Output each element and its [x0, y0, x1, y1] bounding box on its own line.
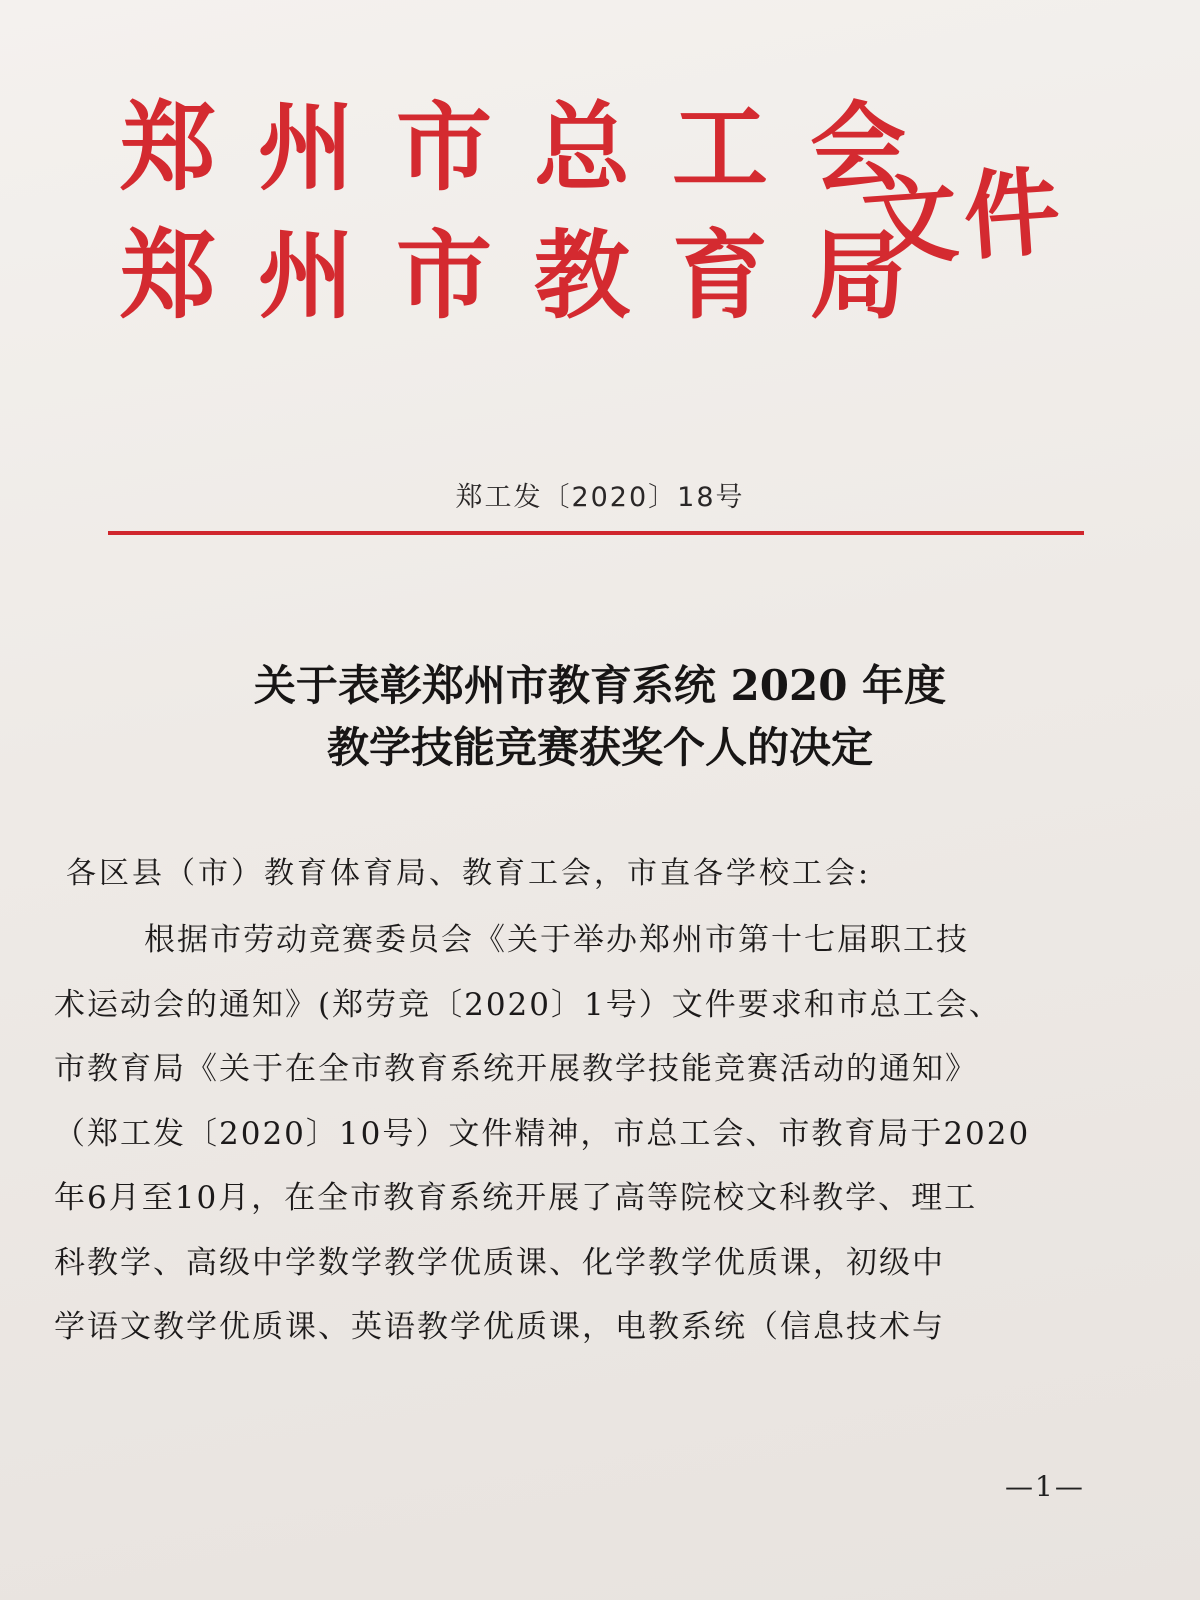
title-line-1: 关于表彰郑州市教育系统 2020 年度: [253, 661, 947, 710]
issuer-header: [120, 78, 1100, 338]
document-number: 郑工发〔2020〕18号: [455, 482, 745, 513]
issuer-suffix-document: 文件: [858, 155, 1070, 281]
body-line-2: 术运动会的通知》(郑劳竞〔2020〕1号）文件要求和市总工会、: [54, 986, 1002, 1023]
issuer-line-trade-union: 郑州市总工会: [120, 92, 948, 204]
body-line-1: 根据市劳动竞赛委员会《关于举办郑州市第十七届职工技: [144, 922, 969, 958]
body-line-3: 市教育局《关于在全市教育系统开展教学技能竞赛活动的通知》: [54, 1051, 978, 1087]
body-text: [54, 908, 1094, 1360]
issuer-line-education-bureau: 郑州市教育局: [120, 220, 948, 332]
body-line-6: 科教学、高级中学数学教学优质课、化学教学优质课，初级中: [54, 1244, 945, 1281]
body-line-4: （郑工发〔2020〕10号）文件精神，市总工会、市教育局于2020: [54, 1115, 1031, 1152]
salutation: 各区县（市）教育体育局、教育工会，市直各学校工会:: [66, 856, 872, 891]
body-line-5: 年6月至10月，在全市教育系统开展了高等院校文科教学、理工: [54, 1180, 978, 1216]
page-number: —1—: [1005, 1470, 1085, 1503]
red-divider-line: [108, 531, 1084, 535]
title-line-2: 教学技能竞赛获奖个人的决定: [326, 723, 873, 772]
body-line-7: 学语文教学优质课、英语教学优质课，电教系统（信息技术与: [54, 1309, 945, 1345]
document-title: [0, 655, 1200, 779]
